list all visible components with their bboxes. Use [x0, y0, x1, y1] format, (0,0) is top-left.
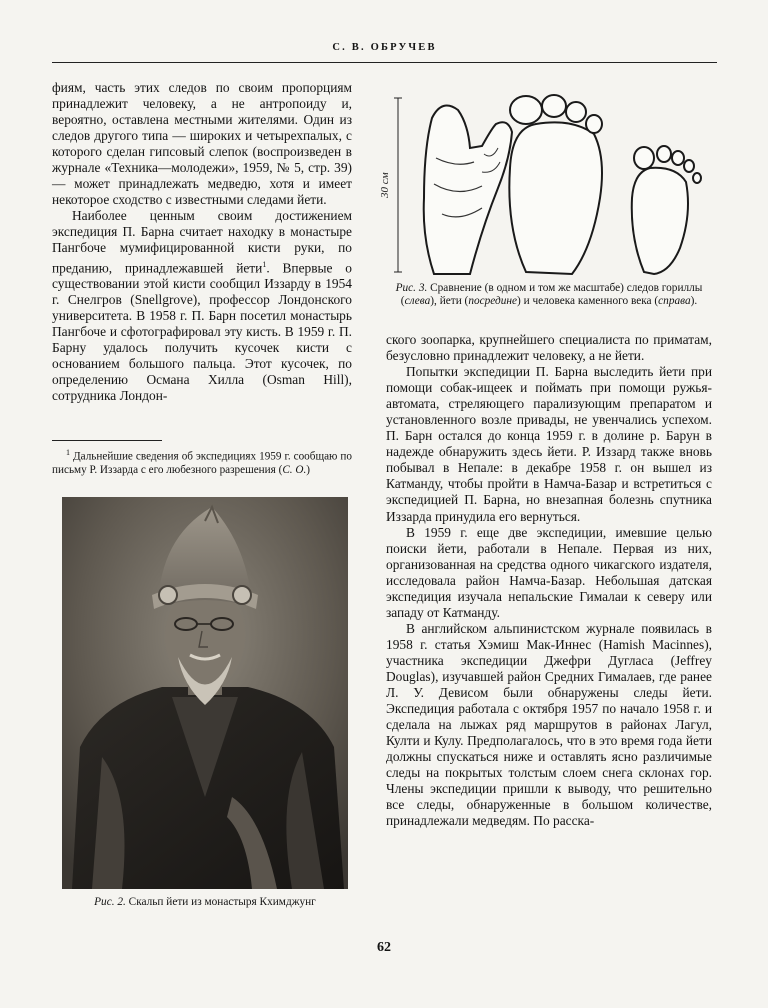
monk-photograph	[62, 497, 348, 889]
header-rule	[52, 62, 717, 63]
right-paragraph-4: В английском альпинистском журнале появилась в 1958 г. статья Хэмиш Мак-Иннес (Hamish Macinnes), участника экспедиции Джефри Дугласа (Jeffrey Douglas), изучавшей район Средних Гималаев, где ранее Л. У. Девисом были обнаружены следы йети. Экспедиция работала с октября 1957 по начало 1958 г. и сделала на лыжах ряд маршрутов в районах Лагул, Култи и Кулу. Предполагалось, что в это время года йети должны спускаться ниже и оставлять ясно различимые следы на покрытых толстым слоем снега склонах гор. Члены экспедиции пришли к выводу, что решительно все следы, обнаруженные в большом количестве, принадлежали медведям. По расска-	[386, 620, 712, 829]
figure-3-caption	[386, 282, 712, 308]
footprints-drawing	[379, 88, 712, 280]
human-footprint	[632, 168, 688, 274]
left-column	[52, 80, 352, 404]
figure-3-label: Рис. 3.	[395, 282, 428, 294]
footnote-marker: 1	[66, 448, 70, 457]
monk-photo-drawing	[62, 497, 348, 889]
left-paragraph-2	[52, 208, 352, 404]
gorilla-footprint	[424, 106, 512, 275]
left-paragraph-1: фиям, часть этих следов по своим пропорциям принадлежит человеку, а не антропоиду и, вероятно, оставлена местными жителями. Один из следов другого типа — широких и четырехпалых, с которого сделан гипсовый слепок (воспроизведен в журнале «Техника—молодежи», 1959, № 5, стр. 39) — может принадлежать медведю, хотя и имеет некоторое сходство с известными следами йети.	[52, 80, 352, 208]
figure-2-label: Рис. 2.	[94, 896, 126, 908]
right-paragraph-3: В 1959 г. еще две экспедиции, имевшие целью поиски йети, работали в Непале. Первая из них, организованная на средства одного чикагского издателя, исследовала район Намча-Базар. Небольшая датская экспедиция изучала непальские Гималаи к северу или западу от Катманду.	[386, 524, 712, 620]
footnote-text: Дальнейшие сведения об экспедициях 1959 г. сообщаю по письму Р. Иззарда с его любезного разрешения (	[52, 450, 352, 477]
figure-3-left: слева	[404, 295, 431, 308]
figure-2-caption	[62, 896, 348, 909]
right-paragraph-2: Попытки экспедиции П. Барна выследить йети при помощи собак-ищеек и поймать при помощи ружья-автомата, стреляющего парализующим препаратом и установленного возле привады, не увенчались успехом. П. Барн остался до конца 1959 г. в долине р. Барун в надежде обнаружить здесь йети. Р. Иззард также вновь побывал в Непале: в декабре 1958 г. он вышел из Катманду, чтобы пройти в Намча-Базар и встретиться с экспедицией П. Барна, но внезапная болезнь спутника Иззарда принудила его вернуться.	[386, 364, 712, 524]
figure-3-right: справа	[658, 295, 691, 308]
right-column	[386, 332, 712, 829]
figure-3-caption-part-b: ), йети (	[430, 295, 469, 308]
left-paragraph-2-start: Наиболее ценным своим достижением экспедиция П. Барна считает находку в монастыре Пангбоче мумифицированной кисти руки, по преданию, принадлежавшей йети	[52, 208, 352, 275]
footnote-signature: С. О.	[282, 464, 307, 477]
scale-label: 30 см	[379, 172, 391, 198]
figure-3-caption-part-d: ).	[690, 295, 698, 308]
yeti-footprint	[509, 122, 602, 274]
footnote-ref[interactable]: 1	[262, 259, 267, 269]
footnote	[52, 446, 352, 478]
figure-2-text: Скальп йети из монастыря Кхимджунг	[128, 896, 316, 908]
left-paragraph-2-end: . Впервые о существовании этой кисти сообщил Иззарду в 1954 г. Снелгров (Snellgrove), профессор Лондонского университета. В 1958 г. П. Барн посетил монастырь Пангбоче и сфотографировал эту кисть. В 1959 г. П. Барну удалось получить кусочек кисти с основанием большого пальца. Этот кусочек, по определению Османа Хилла (Osman Hill), сотрудника Лондон-	[52, 259, 352, 404]
running-head: С. В. ОБРУЧЕВ	[332, 42, 437, 53]
figure-3-caption-part-a: Сравнение (в одном и том же масштабе) следов гориллы (	[400, 282, 703, 308]
figure-3-caption-part-c: ) и человека каменного века (	[517, 295, 659, 308]
footnote-close: )	[306, 464, 310, 477]
page-number: 62	[377, 940, 391, 955]
right-paragraph-1: ского зоопарка, крупнейшего специалиста по приматам, безусловно принадлежит человеку, а не йети.	[386, 332, 712, 364]
footnote-rule	[52, 440, 162, 441]
figure-3-middle: посредине	[468, 295, 518, 308]
footprints-figure	[379, 88, 712, 280]
